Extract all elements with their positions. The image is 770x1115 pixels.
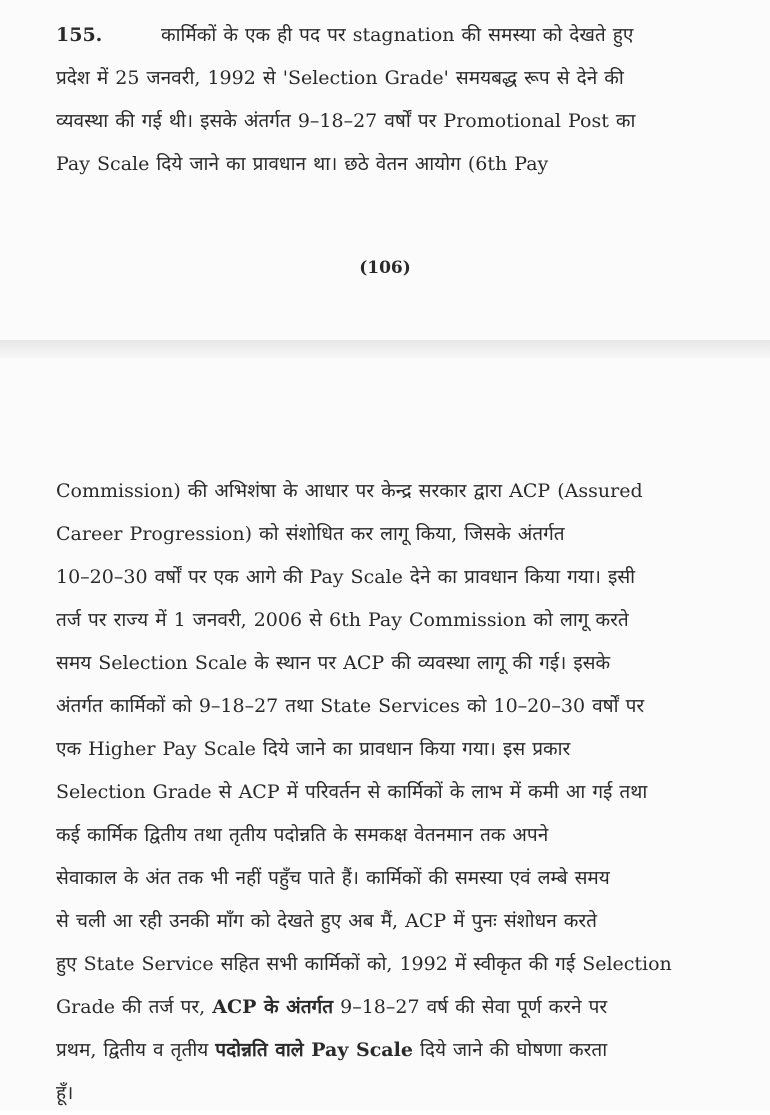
text-line: Career Progression) को संशोधित कर लागू किया, जिसके अंतर्गत	[56, 523, 565, 545]
text-line: हूँ।	[56, 1082, 74, 1104]
text-line: प्रदेश में 25 जनवरी, 1992 से 'Selection Grade' समयबद्ध रूप से देने की	[56, 67, 624, 89]
paragraph-number: 155.	[56, 24, 103, 46]
paragraph-155-start	[56, 14, 736, 186]
bold-text: ACP के अंतर्गत	[212, 996, 334, 1018]
text-line: प्रथम, द्वितीय व तृतीय पदोन्नति वाले Pay Scale दिये जाने की घोषणा करता	[56, 1039, 608, 1061]
text-line: 155. कार्मिकों के एक ही पद पर stagnation की समस्या को देखते हुए	[56, 14, 736, 57]
text-line: तर्ज पर राज्य में 1 जनवरी, 2006 से 6th Pay Commission को लागू करते	[56, 609, 629, 631]
text-line: Selection Grade से ACP में परिवर्तन से कार्मिकों के लाभ में कमी आ गई तथा	[56, 781, 648, 803]
text-line: Pay Scale दिये जाने का प्रावधान था। छठे वेतन आयोग (6th Pay	[56, 153, 549, 175]
page-number: (106)	[359, 258, 411, 278]
text-line: से चली आ रही उनकी माँग को देखते हुए अब मैं, ACP में पुनः संशोधन करते	[56, 910, 597, 932]
text-line: सेवाकाल के अंत तक भी नहीं पहुँच पाते हैं। कार्मिकों की समस्या एवं लम्बे समय	[56, 867, 610, 889]
text-line: Commission) की अभिशंषा के आधार पर केन्द्र सरकार द्वारा ACP (Assured	[56, 480, 643, 502]
text-line: व्यवस्था की गई थी। इसके अंतर्गत 9–18–27 वर्षों पर Promotional Post का	[56, 110, 636, 132]
text-line: हुए State Service सहित सभी कार्मिकों को, 1992 में स्वीकृत की गई Selection	[56, 953, 672, 975]
text-line: 10–20–30 वर्षों पर एक आगे की Pay Scale देने का प्रावधान किया गया। इसी	[56, 566, 636, 588]
text-line: अंतर्गत कार्मिकों को 9–18–27 तथा State Services को 10–20–30 वर्षों पर	[56, 695, 645, 717]
text-line: कई कार्मिक द्वितीय तथा तृतीय पदोन्नति के समकक्ष वेतनमान तक अपने	[56, 824, 549, 846]
text-line: समय Selection Scale के स्थान पर ACP की व्यवस्था लागू की गई। इसके	[56, 652, 611, 674]
text-line: Grade की तर्ज पर, ACP के अंतर्गत 9–18–27 वर्ष की सेवा पूर्ण करने पर	[56, 996, 608, 1018]
page-break-gap	[0, 340, 770, 358]
text-line: एक Higher Pay Scale दिये जाने का प्रावधान किया गया। इस प्रकार	[56, 738, 571, 760]
bold-text: पदोन्नति वाले Pay Scale	[215, 1039, 413, 1061]
paragraph-155-continued	[56, 470, 736, 1115]
